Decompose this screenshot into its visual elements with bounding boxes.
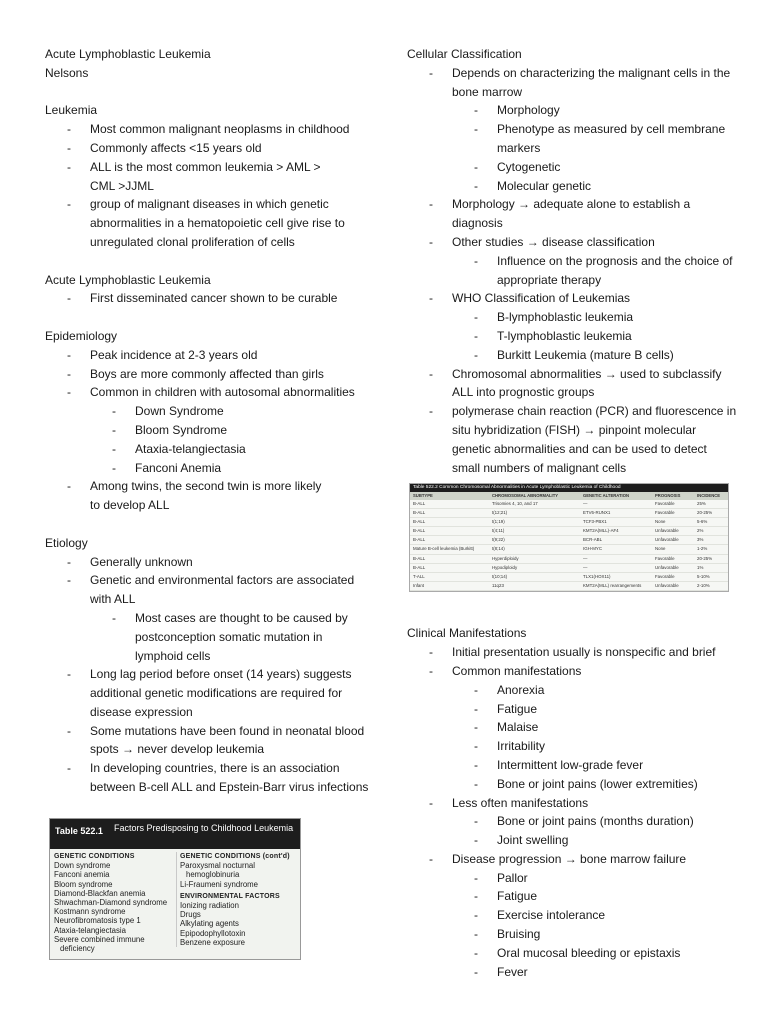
table-row — [410, 582, 728, 591]
section-heading-clinical: Clinical Manifestations — [407, 626, 527, 641]
table-cell: Down syndrome — [54, 861, 111, 871]
list-item: - Chromosomal abnormalities → used to subclassify ALL into prognostic groups — [429, 366, 722, 400]
table-row — [410, 545, 728, 554]
table-cell: B-ALL — [413, 537, 426, 543]
table-row — [410, 500, 728, 509]
section-heading-etiology: Etiology — [45, 535, 88, 550]
clinical-list — [407, 643, 737, 981]
table-cell: Mature B-cell leukemia (Burkitt) — [413, 546, 475, 552]
list-item: - Most common malignant neoplasms in childhood — [67, 122, 350, 137]
list-item: - Depends on characterizing the malignant cells in the bone marrow - Morphology - Phenotype as measured by cell membrane markers - Cytogenetic - Molecular genetic — [407, 64, 737, 196]
section-heading-epidemiology: Epidemiology — [45, 328, 118, 343]
sub-list-item: - Influence on the prognosis and the choice of appropriate therapy — [474, 253, 733, 287]
table-cell: Favorable — [655, 555, 675, 561]
table-cell: 5-10% — [697, 573, 710, 579]
sub-list-item: - Fever — [474, 964, 528, 979]
sub-list-item: - Fanconi Anemia — [112, 460, 222, 475]
leukemia-list — [45, 120, 370, 252]
sub-list-item: - Intermittent low-grade fever — [474, 757, 644, 772]
table-cell: Favorable — [655, 510, 675, 516]
list-item: - Commonly affects <15 years old — [67, 140, 262, 155]
table-cell: 1% — [697, 564, 704, 570]
table-column-1 — [54, 852, 174, 953]
table-cell: Kostmann syndrome — [54, 907, 126, 917]
table-cell: Unfavorable — [655, 528, 679, 534]
column-header: SUBTYPE — [413, 493, 433, 498]
table-cell: 20-25% — [697, 555, 713, 561]
table-cell: Trisomies 4, 10, and 17 — [492, 501, 538, 506]
table-cell: Diamond-Blackfan anemia — [54, 888, 146, 898]
sub-list-item: - Bone or joint pains (months duration) — [474, 814, 694, 829]
table-cell: Unfavorable — [655, 537, 679, 543]
table-cell: Epipodophyllotoxin — [180, 928, 246, 938]
table-number: Table 522.1 — [55, 826, 103, 836]
table-cell: Li-Fraumeni syndrome — [180, 879, 258, 889]
table-cell: Ataxia-telangiectasia — [54, 925, 126, 935]
sub-list-item: - Irritability — [474, 739, 546, 754]
table-cell: None — [655, 546, 666, 552]
list-item: - Boys are more commonly affected than girls — [67, 366, 324, 381]
table-row — [410, 564, 728, 573]
sub-list — [407, 101, 737, 195]
list-item: - WHO Classification of Leukemias - B-lymphoblastic leukemia - T-lymphoblastic leukemia - Burkitt Leukemia (mature B cells) — [407, 289, 737, 364]
table-cell: t(8;14) — [492, 546, 505, 552]
sub-list-item: - Most cases are thought to be caused by postconception somatic mutation in lymphoid cells — [112, 610, 348, 663]
sub-list-item: - T-lymphoblastic leukemia — [474, 328, 632, 343]
table-cell: Fanconi anemia — [54, 870, 110, 880]
list-item: - Generally unknown — [67, 554, 193, 569]
sub-list-item: - Bruising — [474, 927, 541, 942]
table-body — [50, 849, 300, 959]
table-row — [410, 509, 728, 518]
sub-list — [407, 252, 737, 290]
table-row — [410, 518, 728, 527]
sub-list-item: - Cytogenetic — [474, 159, 561, 174]
table-rows — [410, 500, 728, 591]
column-header: GENETIC ALTERATION — [583, 493, 629, 498]
sub-list-item: - Bone or joint pains (lower extremities) — [474, 776, 698, 791]
sub-list-item: - Fatigue — [474, 889, 538, 904]
table-cell: Favorable — [655, 573, 675, 579]
table-cell: t(10;14) — [492, 573, 508, 579]
table-cell: Alkylating agents — [180, 919, 239, 929]
sub-list-item: - Fatigue — [474, 701, 538, 716]
section-heading-cellular: Cellular Classification — [407, 47, 522, 61]
all-list — [45, 289, 370, 308]
sub-list — [45, 402, 370, 477]
sub-list — [407, 869, 737, 982]
table-cell: Unfavorable — [655, 564, 679, 570]
section-heading-leukemia: Leukemia — [45, 103, 98, 118]
list-item: - Morphology → adequate alone to establish a diagnosis — [429, 197, 691, 231]
column-header: CHROMOSOMAL ABNORMALITY — [492, 493, 559, 498]
sub-list-item: - Phenotype as measured by cell membrane markers — [474, 122, 726, 155]
list-item: - In developing countries, there is an association between B-cell ALL and Epstein-Barr virus infections — [67, 761, 369, 795]
table-cell: Severe combined immune — [54, 934, 145, 944]
column-header: ENVIRONMENTAL FACTORS — [180, 892, 280, 900]
sub-list-item: - B-lymphoblastic leukemia — [474, 310, 634, 325]
table-cell: Favorable — [655, 501, 675, 506]
table-cell: Paroxysmal nocturnal — [180, 861, 255, 871]
table-cell: KMT2A(MLL)-AF4 — [583, 528, 619, 534]
column-header: GENETIC CONDITIONS — [54, 853, 135, 860]
table-cell: Bloom syndrome — [54, 879, 113, 889]
sub-list-item: - Anorexia — [474, 682, 545, 697]
list-item: - Some mutations have been found in neonatal blood spots → never develop leukemia — [67, 723, 365, 757]
table-row — [410, 527, 728, 536]
table-cell: — — [583, 564, 588, 570]
table-cell: 2% — [697, 528, 704, 534]
table-cell: ETV6-RUNX1 — [583, 510, 611, 516]
table-cell: TLX1(HOX11) — [583, 573, 611, 579]
list-item: - ALL is the most common leukemia > AML > CML >JJML — [67, 159, 321, 193]
table-cell: Shwachman-Diamond syndrome — [54, 898, 168, 908]
table-cell: t(12;21) — [492, 510, 508, 516]
table-cell: Hyperdiploidy — [492, 555, 519, 561]
sub-list-item: - Ataxia-telangiectasia — [112, 441, 246, 456]
column-header: GENETIC CONDITIONS (cont'd) — [180, 853, 290, 860]
table-cell: deficiency — [60, 944, 95, 954]
column-header: PROGNOSIS — [655, 493, 681, 498]
table-cell: 2-10% — [697, 582, 710, 588]
table-cell: hemoglobinuria — [186, 870, 240, 880]
cellular-list — [407, 64, 737, 478]
list-item: - polymerase chain reaction (PCR) and fluorescence in situ hybridization (FISH) → pinpoint molecular genetic abnormalities and can be used to detect small numbers of malignant cells — [429, 404, 737, 475]
sub-list-item: - Molecular genetic — [474, 178, 592, 193]
table-column-2 — [176, 852, 300, 947]
table-cell: Benzene exposure — [180, 937, 246, 947]
table-cell: 25% — [697, 501, 706, 506]
table-cell: Neurofibromatosis type 1 — [54, 916, 141, 926]
table-header — [50, 819, 300, 849]
table-cell: 1-2% — [697, 546, 708, 552]
sub-list — [407, 681, 737, 794]
table-cell: Hypodiploidy — [492, 564, 518, 570]
list-item: - Other studies → disease classification - Influence on the prognosis and the choice of appropriate therapy — [407, 233, 737, 289]
table-522-2-image — [409, 483, 729, 592]
table-cell: Unfavorable — [655, 582, 679, 588]
sub-list-item: - Exercise intolerance — [474, 908, 606, 923]
list-item: - Genetic and environmental factors are associated with ALL - Most cases are thought to be caused by postconception somatic mutation in lymphoid cells — [45, 571, 370, 665]
list-item: - Long lag period before onset (14 years) suggests additional genetic modifications are required for disease expression — [67, 667, 352, 719]
section-heading-all: Acute Lymphoblastic Leukemia — [45, 272, 211, 287]
table-cell: None — [655, 519, 666, 525]
table-cell: BCR-ABL — [583, 537, 603, 543]
table-522-1-image — [49, 818, 301, 960]
table-cell: t(9;22) — [492, 537, 505, 543]
list-item: - Less often manifestations - Bone or joint pains (months duration) - Joint swelling — [407, 794, 737, 850]
table-cell: B-ALL — [413, 501, 426, 506]
table-row — [410, 555, 728, 564]
table-title: Factors Predisposing to Childhood Leukemia — [114, 823, 294, 833]
table-cell: 3% — [697, 537, 704, 543]
list-item: - Peak incidence at 2-3 years old — [67, 347, 258, 362]
table-cell: B-ALL — [413, 555, 426, 561]
table-title: Table 522.2 Common Chromosomal Abnormalities in Acute Lymphoblastic Leukemia of Childhood — [410, 484, 728, 492]
epidemiology-list — [45, 346, 370, 515]
sub-list-item: - Morphology — [474, 103, 560, 118]
table-cell: TCF3-PBX1 — [583, 519, 607, 525]
sub-list-item: - Pallor — [474, 870, 528, 885]
document-title: Acute Lymphoblastic Leukemia — [45, 47, 211, 61]
sub-list-item: - Down Syndrome — [112, 404, 224, 419]
sub-list-item: - Joint swelling — [474, 833, 569, 848]
table-cell: B-ALL — [413, 528, 426, 534]
table-cell: Ionizing radiation — [180, 901, 239, 911]
sub-list-item: - Oral mucosal bleeding or epistaxis — [474, 945, 681, 960]
table-cell: B-ALL — [413, 519, 426, 525]
table-cell: 5-6% — [697, 519, 708, 525]
list-item: - Common in children with autosomal abnormalities - Down Syndrome - Bloom Syndrome - Ataxia-telangiectasia - Fanconi Anemia — [45, 383, 370, 477]
table-cell: 11q23 — [492, 582, 504, 588]
table-cell: t(1;19) — [492, 519, 505, 525]
list-item: - Among twins, the second twin is more likely to develop ALL — [67, 479, 322, 513]
table-cell: — — [583, 555, 588, 561]
table-cell: IGH-MYC — [583, 546, 603, 552]
table-cell: — — [583, 501, 588, 506]
table-cell: Infant — [413, 582, 424, 588]
etiology-list — [45, 553, 370, 797]
table-cell: 20-25% — [697, 510, 713, 516]
list-item: - First disseminated cancer shown to be curable — [67, 291, 338, 306]
table-row — [410, 536, 728, 545]
table-cell: B-ALL — [413, 510, 426, 516]
table-cell: KMT2A(MLL) rearrangements — [583, 582, 642, 588]
table-row — [410, 573, 728, 582]
column-header: INCIDENCE — [697, 493, 721, 498]
list-item: - Initial presentation usually is nonspecific and brief — [429, 645, 716, 660]
table-cell: t(4;11) — [492, 528, 505, 534]
sub-list-item: - Burkitt Leukemia (mature B cells) — [474, 347, 674, 362]
list-item: - Common manifestations - Anorexia - Fatigue - Malaise - Irritability - Intermittent low-grade fever - Bone or joint pains (lower extremities) — [407, 662, 737, 794]
sub-list — [45, 609, 370, 665]
sub-list — [407, 308, 737, 364]
list-item: - Disease progression → bone marrow failure - Pallor - Fatigue - Exercise intolerance - Bruising - Oral mucosal bleeding or epistaxis - Fever — [407, 850, 737, 982]
sub-list-item: - Bloom Syndrome — [112, 422, 228, 437]
list-item: - group of malignant diseases in which genetic abnormalities in a hematopoietic cell give rise to unregulated clonal proliferation of cells — [67, 197, 345, 249]
table-cell: B-ALL — [413, 564, 426, 570]
left-column — [45, 45, 370, 797]
table-cell: Drugs — [180, 910, 201, 920]
table-column-headers — [410, 492, 728, 500]
table-cell: T-ALL — [413, 573, 425, 579]
document-source: Nelsons — [45, 65, 89, 80]
sub-list — [407, 812, 737, 850]
sub-list-item: - Malaise — [474, 720, 539, 735]
